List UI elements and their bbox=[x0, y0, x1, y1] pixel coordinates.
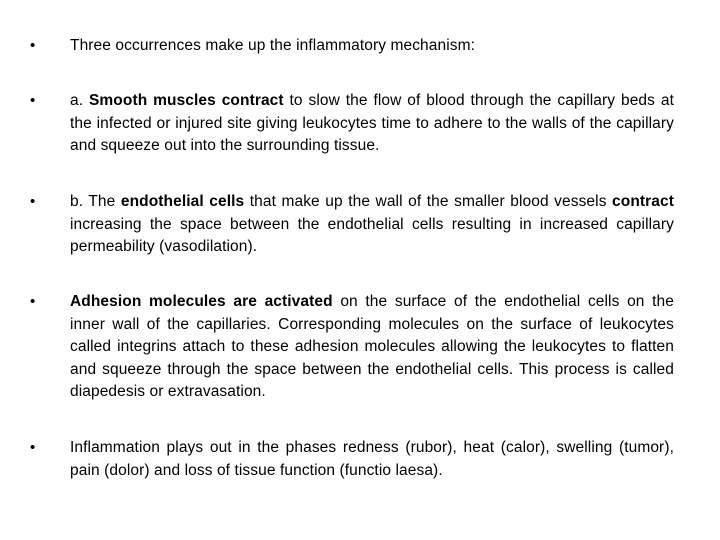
bullet-text bbox=[70, 90, 674, 158]
bullet-text-bold: Adhesion molecules are activated bbox=[70, 293, 333, 310]
bullet-icon: • bbox=[30, 92, 36, 109]
bullet-icon: • bbox=[30, 193, 36, 210]
bullet-text-plain: Three occurrences make up the inflammatory mechanism: bbox=[70, 37, 476, 54]
bullet-text bbox=[70, 291, 674, 404]
bullet-text-plain: to slow the flow of blood through the capillary beds at the infected or injured site giving leukocytes time to adhere to the walls of the capillary and squeeze out into the surrounding tissue. bbox=[70, 92, 674, 154]
bullet-icon: • bbox=[30, 37, 36, 54]
bullet-text-plain: Inflammation plays out in the phases redness (rubor), heat (calor), swelling (tumor), pain (dolor) and loss of tissue function (functio laesa). bbox=[70, 439, 674, 479]
bullet-item-smooth-muscles bbox=[30, 90, 674, 158]
bullet-item-adhesion-molecules bbox=[30, 291, 674, 404]
bullet-text-plain: increasing the space between the endothelial cells resulting in increased capillary permeability (vasodilation). bbox=[70, 215, 674, 255]
bullet-text-bold: endothelial cells bbox=[120, 193, 245, 210]
bullet-text-bold-2: contract bbox=[612, 193, 674, 210]
bullet-text-plain: on the surface of the endothelial cells on the inner wall of the capillaries. Corresponding molecules on the surface of leukocytes called integrins attach to these adhesion molecules allowing the leukocytes to flatten and squeeze through the space between the endothelial cells. This process is called diapedesis or extravasation. bbox=[70, 293, 674, 400]
bullet-item-inflammation-phases bbox=[30, 437, 674, 482]
bullet-item-intro bbox=[30, 35, 674, 58]
bullet-text-prefix: b. The bbox=[70, 193, 121, 210]
bullet-text bbox=[70, 191, 674, 259]
bullet-icon: • bbox=[30, 293, 36, 310]
bullet-text-prefix: a. bbox=[70, 92, 89, 109]
bullet-text bbox=[70, 35, 674, 58]
bullet-icon: • bbox=[30, 439, 36, 456]
bullet-text bbox=[70, 437, 674, 482]
bullet-item-endothelial-cells bbox=[30, 191, 674, 259]
bullet-text-middle: that make up the wall of the smaller blood vessels bbox=[244, 193, 613, 210]
bullet-text-bold: Smooth muscles contract bbox=[88, 92, 284, 109]
